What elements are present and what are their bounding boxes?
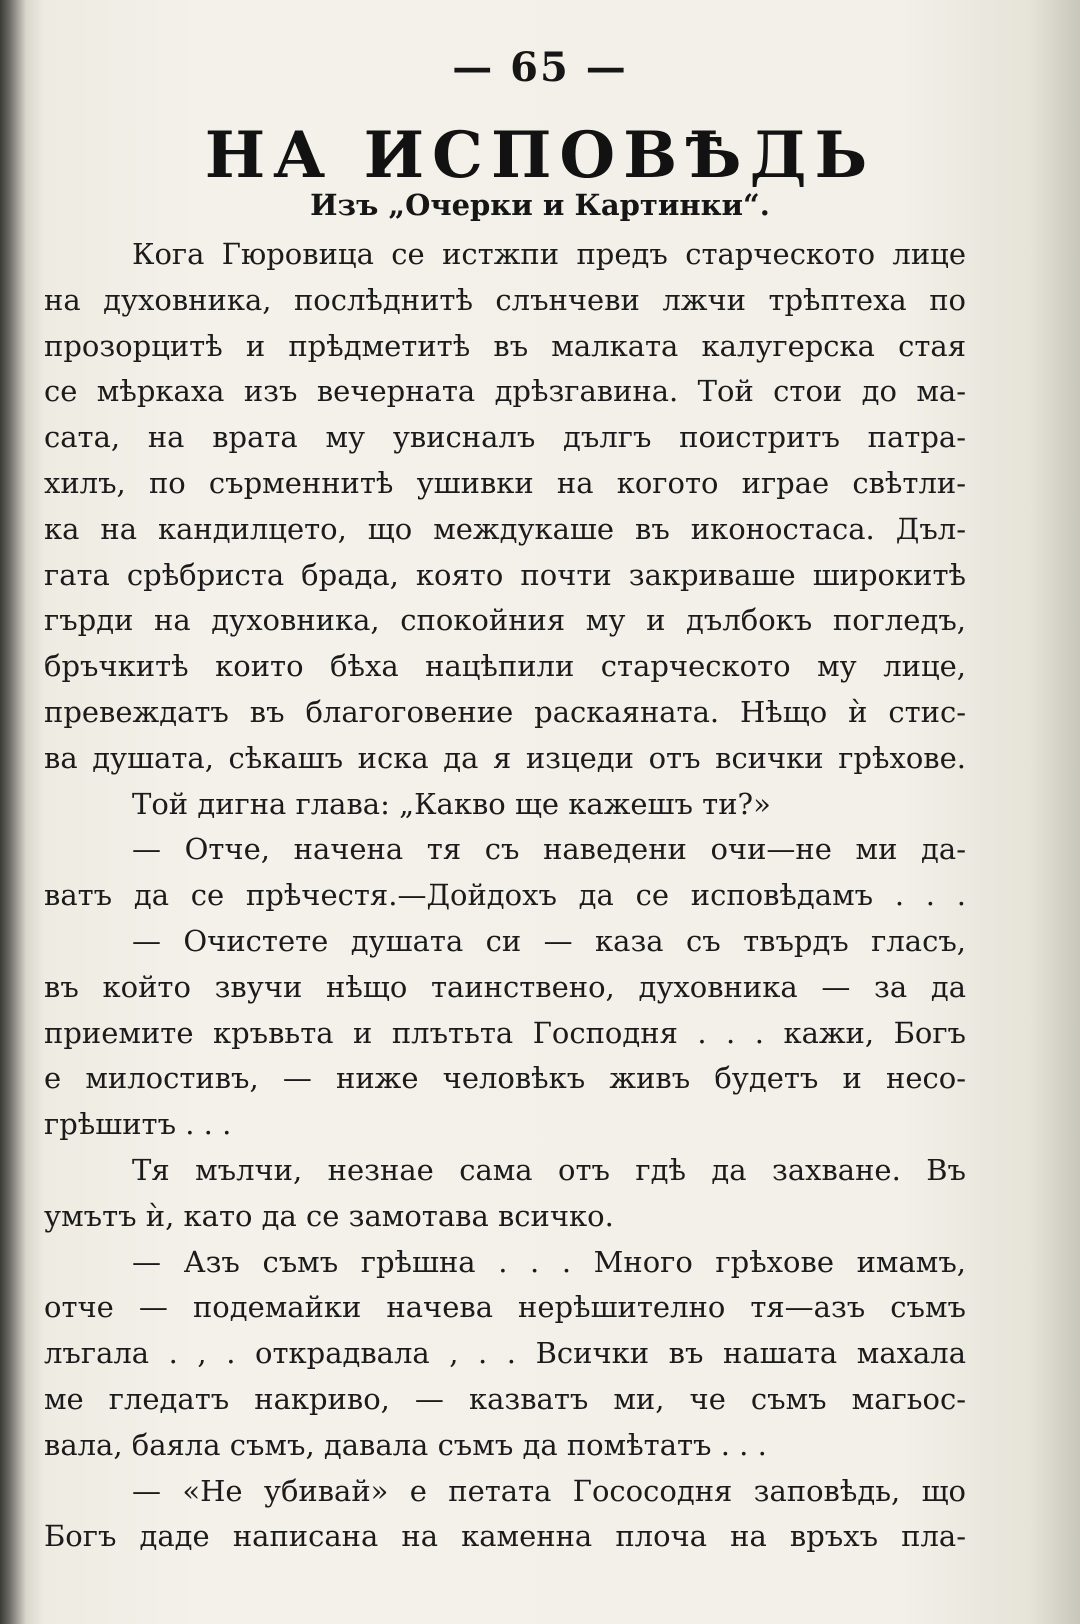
- text-line: ка на кандилцето, що междукаше въ иконостаса. Дъл-: [44, 511, 966, 546]
- text-line: лъгала . , . открадвала , . . Всички въ нашата махала: [44, 1336, 966, 1371]
- text-line: на духовника, послѣднитѣ слънчеви лжчи трѣптеха по: [44, 282, 966, 317]
- text-line: приемите кръвьта и плътьта Господня . . . кажи, Богъ: [44, 1015, 966, 1050]
- text-line: Богъ даде написана на каменна плоча на връхъ пла-: [44, 1519, 966, 1554]
- chapter-subtitle: Изъ „Очерки и Картинки“.: [310, 188, 770, 222]
- text-line: прозорцитѣ и прѣдметитѣ въ малката калугерска стая: [44, 328, 966, 363]
- text-line: грѣшитъ . . .: [44, 1107, 232, 1142]
- text-line: въ който звучи нѣщо таинствено, духовника — за да: [44, 969, 966, 1004]
- text-line: — Азъ съмъ грѣшна . . . Много грѣхове имамъ,: [132, 1244, 966, 1279]
- text-line: превеждатъ въ благоговение раскаяната. Нѣщо ѝ стис-: [44, 694, 966, 729]
- text-line: отче — подемайки начева нерѣшително тя—азъ съмъ: [44, 1290, 966, 1325]
- text-line: Той дигна глава: „Какво ще кажешъ ти?»: [132, 786, 771, 821]
- body-text: [44, 232, 966, 1560]
- text-line: ме гледатъ накриво, — казватъ ми, че съмъ магьос-: [44, 1381, 966, 1416]
- text-line: гърди на духовника, спокойния му и дълбокъ погледъ,: [44, 603, 966, 638]
- text-line: бръчкитѣ които бѣха нацѣпили старческото му лице,: [44, 649, 966, 684]
- text-line: — Отче, начена тя съ наведени очи—не ми да-: [132, 832, 966, 867]
- text-line: сата, на врата му увисналъ дългъ поистритъ патра-: [44, 420, 966, 455]
- text-line: ватъ да се прѣчестя.—Дойдохъ да се исповѣдамъ . . .: [44, 878, 966, 913]
- text-line: е милостивъ, — ниже человѣкъ живъ будетъ и несо-: [44, 1061, 966, 1096]
- chapter-title: НА ИСПОВѢДЬ: [204, 118, 876, 193]
- text-line: гата срѣбриста брада, която почти закриваше широкитѣ: [44, 557, 966, 592]
- text-line: вала, баяла съмъ, давала съмъ да помѣтатъ . . .: [44, 1427, 767, 1462]
- text-line: — Очистете душата си — каза съ твърдъ гласъ,: [132, 923, 966, 958]
- text-line: Кога Гюровица се истжпи предъ старческото лице: [132, 237, 966, 271]
- page-number: — 65 —: [452, 44, 628, 91]
- text-line: умътъ ѝ, като да се замотава всичко.: [44, 1198, 614, 1233]
- text-line: ва душата, сѣкашъ иска да я изцеди отъ всички грѣхове.: [44, 740, 966, 775]
- text-line: се мѣркаха изъ вечерната дрѣзгавина. Той стои до ма-: [44, 374, 966, 409]
- text-line: хилъ, по сърменнитѣ ушивки на когото играе свѣтли-: [44, 465, 966, 500]
- text-line: — «Не убивай» е петата Гососодня заповѣдь, що: [132, 1473, 966, 1508]
- text-line: Тя мълчи, незнае сама отъ гдѣ да захване. Въ: [132, 1152, 966, 1187]
